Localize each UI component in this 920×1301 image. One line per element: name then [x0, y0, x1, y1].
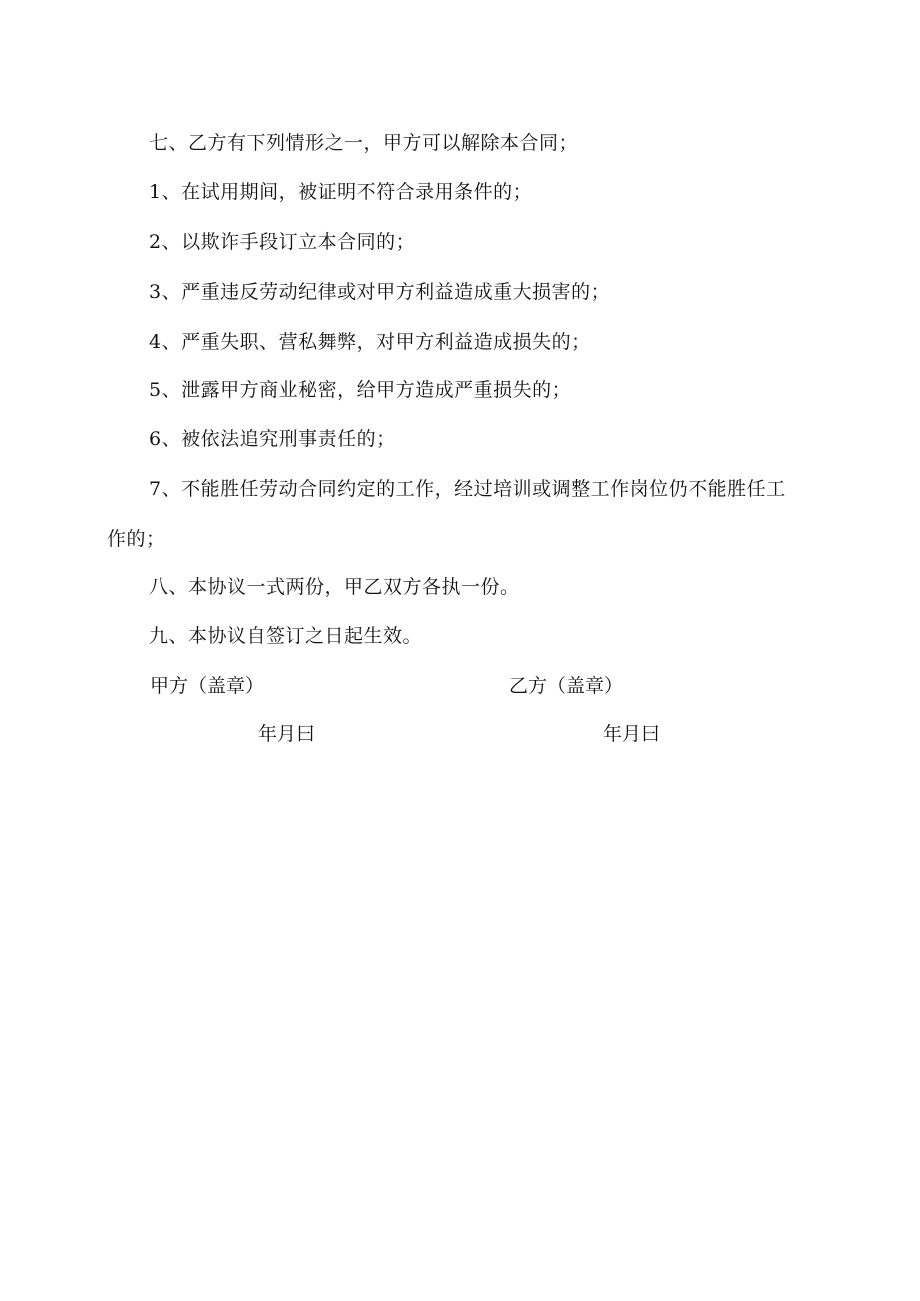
clause-7-heading: 七、乙方有下列情形之一，甲方可以解除本合同； [149, 132, 579, 154]
party-b-date: 年月曰 [603, 723, 661, 745]
party-a-seal-label: 甲方（盖章） [150, 675, 265, 697]
clause-7-item-7-continuation: 作的； [107, 528, 166, 550]
clause-7-item-6: 6、被依法追究刑事责任的； [149, 428, 396, 450]
clause-9: 九、本协议自签订之日起生效。 [149, 625, 423, 647]
clause-7-item-4: 4、严重失职、营私舞弊，对甲方利益造成损失的； [149, 331, 591, 353]
party-a-date: 年月曰 [258, 723, 316, 745]
clause-7-item-1: 1、在试用期间，被证明不符合录用条件的； [149, 181, 533, 203]
clause-8: 八、本协议一式两份，甲乙双方各执一份。 [149, 576, 520, 598]
party-b-seal-label: 乙方（盖章） [509, 675, 624, 697]
clause-7-item-3: 3、严重违反劳动纪律或对甲方利益造成重大损害的； [149, 281, 611, 303]
clause-7-item-7: 7、不能胜任劳动合同约定的工作，经过培训或调整工作岗位仍不能胜任工 [149, 478, 786, 500]
clause-7-item-2: 2、以欺诈手段订立本合同的； [149, 231, 416, 253]
clause-7-item-5: 5、泄露甲方商业秘密，给甲方造成严重损失的； [149, 379, 572, 401]
